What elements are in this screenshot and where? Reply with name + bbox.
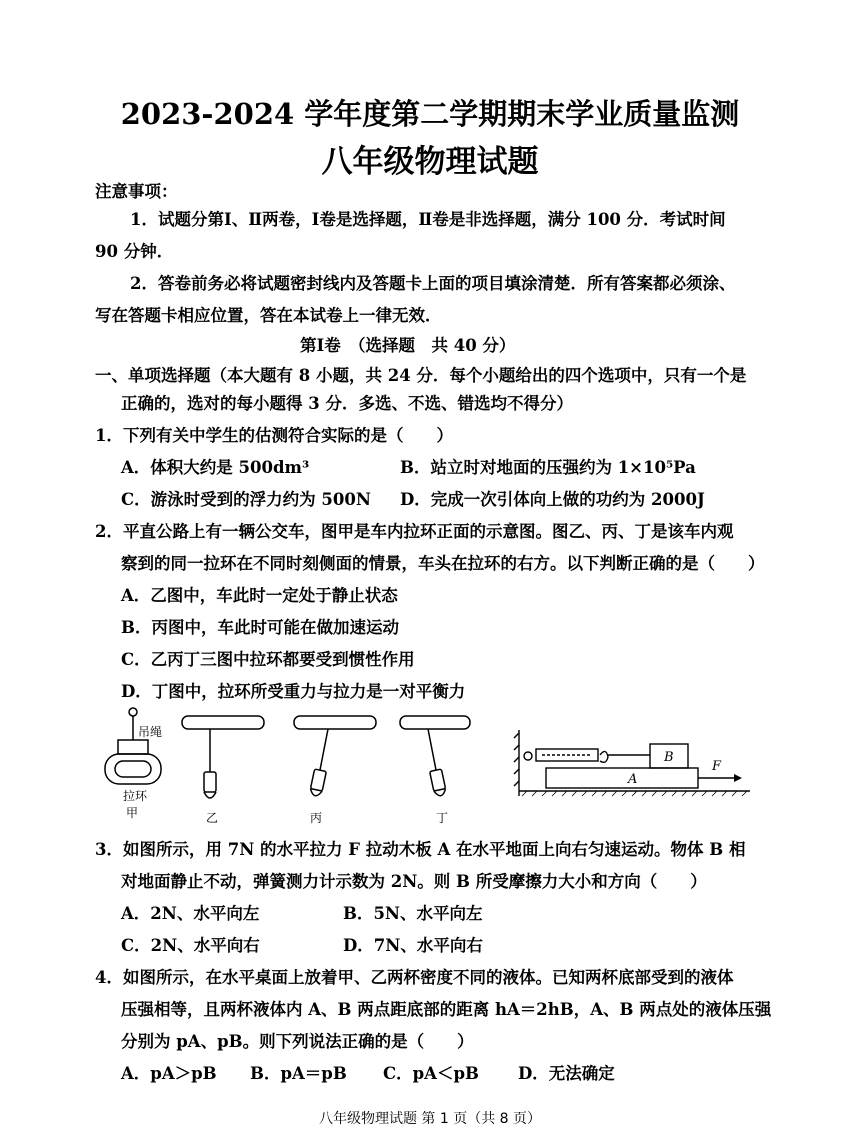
q3-figure — [512, 728, 752, 803]
part1-instructions-line1: 一、单项选择题（本大题有 8 小题，共 24 分．每个小题给出的四个选项中，只有一个是 — [95, 366, 747, 385]
q3-stem-line1: 3．如图所示，用 7N 的水平拉力 F 拉动木板 A 在水平地面上向右匀速运动。物体 B 相 — [95, 840, 746, 859]
q4-option-b: B．pA＝pB — [250, 1064, 347, 1083]
ring-side-bing — [294, 716, 376, 797]
q1-option-a: A．体积大约是 500dm³ — [121, 458, 310, 477]
q2-option-a: A．乙图中，车此时一定处于静止状态 — [121, 586, 398, 605]
q3-option-b: B．5N、水平向左 — [343, 904, 483, 923]
q3-option-c: C．2N、水平向右 — [121, 936, 260, 955]
q4-option-c: C．pA＜pB — [383, 1064, 479, 1083]
block-b-label: B — [664, 750, 674, 765]
q2-stem-line1: 2．平直公路上有一辆公交车，图甲是车内拉环正面的示意图。图乙、丙、丁是该车内观 — [95, 522, 734, 541]
q1-option-d: D．完成一次引体向上做的功约为 2000J — [400, 490, 705, 509]
q2-option-b: B．丙图中，车此时可能在做加速运动 — [121, 618, 399, 637]
q3-option-a: A．2N、水平向左 — [121, 904, 260, 923]
ring-side-yi — [182, 716, 264, 798]
force-f-label: F — [712, 759, 722, 774]
q3-stem-line2: 对地面静止不动，弹簧测力计示数为 2N。则 B 所受摩擦力大小和方向（ ） — [121, 872, 707, 891]
section-title: 第Ⅰ卷 （选择题 共 40 分） — [300, 336, 516, 355]
board-a-label: A — [628, 772, 638, 787]
q4-option-d: D．无法确定 — [518, 1064, 615, 1083]
bing-label: 丙 — [310, 811, 323, 825]
jia-label: 甲 — [126, 806, 139, 820]
ring-front-diagram — [105, 708, 161, 784]
q4-stem-line3: 分别为 pA、pB。则下列说法正确的是（ ） — [121, 1032, 474, 1051]
exam-title: 2023-2024 学年度第二学期期末学业质量监测 — [120, 97, 740, 131]
exam-subtitle: 八年级物理试题 — [321, 144, 539, 180]
q2-stem-line2: 察到的同一拉环在不同时刻侧面的情景，车头在拉环的右方。以下判断正确的是（ ） — [121, 554, 765, 573]
ring-label: 拉环 — [123, 789, 148, 803]
notice-item1-line1: 1．试题分第Ⅰ、Ⅱ两卷，Ⅰ卷是选择题，Ⅱ卷是非选择题，满分 100 分．考试时间 — [130, 210, 726, 229]
ding-label: 丁 — [436, 811, 449, 825]
q1-option-c: C．游泳时受到的浮力约为 500N — [121, 490, 371, 509]
q4-option-a: A．pA＞pB — [121, 1064, 217, 1083]
page-footer: 八年级物理试题 第 1 页（共 8 页） — [318, 1111, 542, 1127]
q2-option-d: D．丁图中，拉环所受重力与拉力是一对平衡力 — [121, 682, 466, 701]
q2-figure — [100, 700, 480, 830]
q2-option-c: C．乙丙丁三图中拉环都要受到惯性作用 — [121, 650, 415, 669]
notice-heading: 注意事项： — [95, 182, 178, 201]
ring-side-ding — [400, 716, 470, 797]
q3-option-d: D．7N、水平向右 — [343, 936, 483, 955]
q1-stem: 1．下列有关中学生的估测符合实际的是（ ） — [95, 426, 453, 445]
part1-instructions-line2: 正确的，选对的每小题得 3 分．多选、不选、错选均不得分） — [121, 394, 573, 413]
notice-item2-line1: 2．答卷前务必将试题密封线内及答题卡上面的项目填涂清楚．所有答案都必须涂、 — [130, 274, 736, 293]
q1-option-b: B．站立时对地面的压强约为 1×10⁵Pa — [400, 458, 696, 477]
notice-item1-line2: 90 分钟． — [95, 242, 174, 261]
rope-label: 吊绳 — [138, 725, 163, 739]
notice-item2-line2: 写在答题卡相应位置，答在本试卷上一律无效． — [95, 306, 442, 325]
q4-stem-line2: 压强相等，且两杯液体内 A、B 两点距底部的距离 hA＝2hB，A、B 两点处的液体压强 — [121, 1000, 772, 1019]
yi-label: 乙 — [206, 811, 219, 825]
q4-stem-line1: 4．如图所示，在水平桌面上放着甲、乙两杯密度不同的液体。已知两杯底部受到的液体 — [95, 968, 734, 987]
